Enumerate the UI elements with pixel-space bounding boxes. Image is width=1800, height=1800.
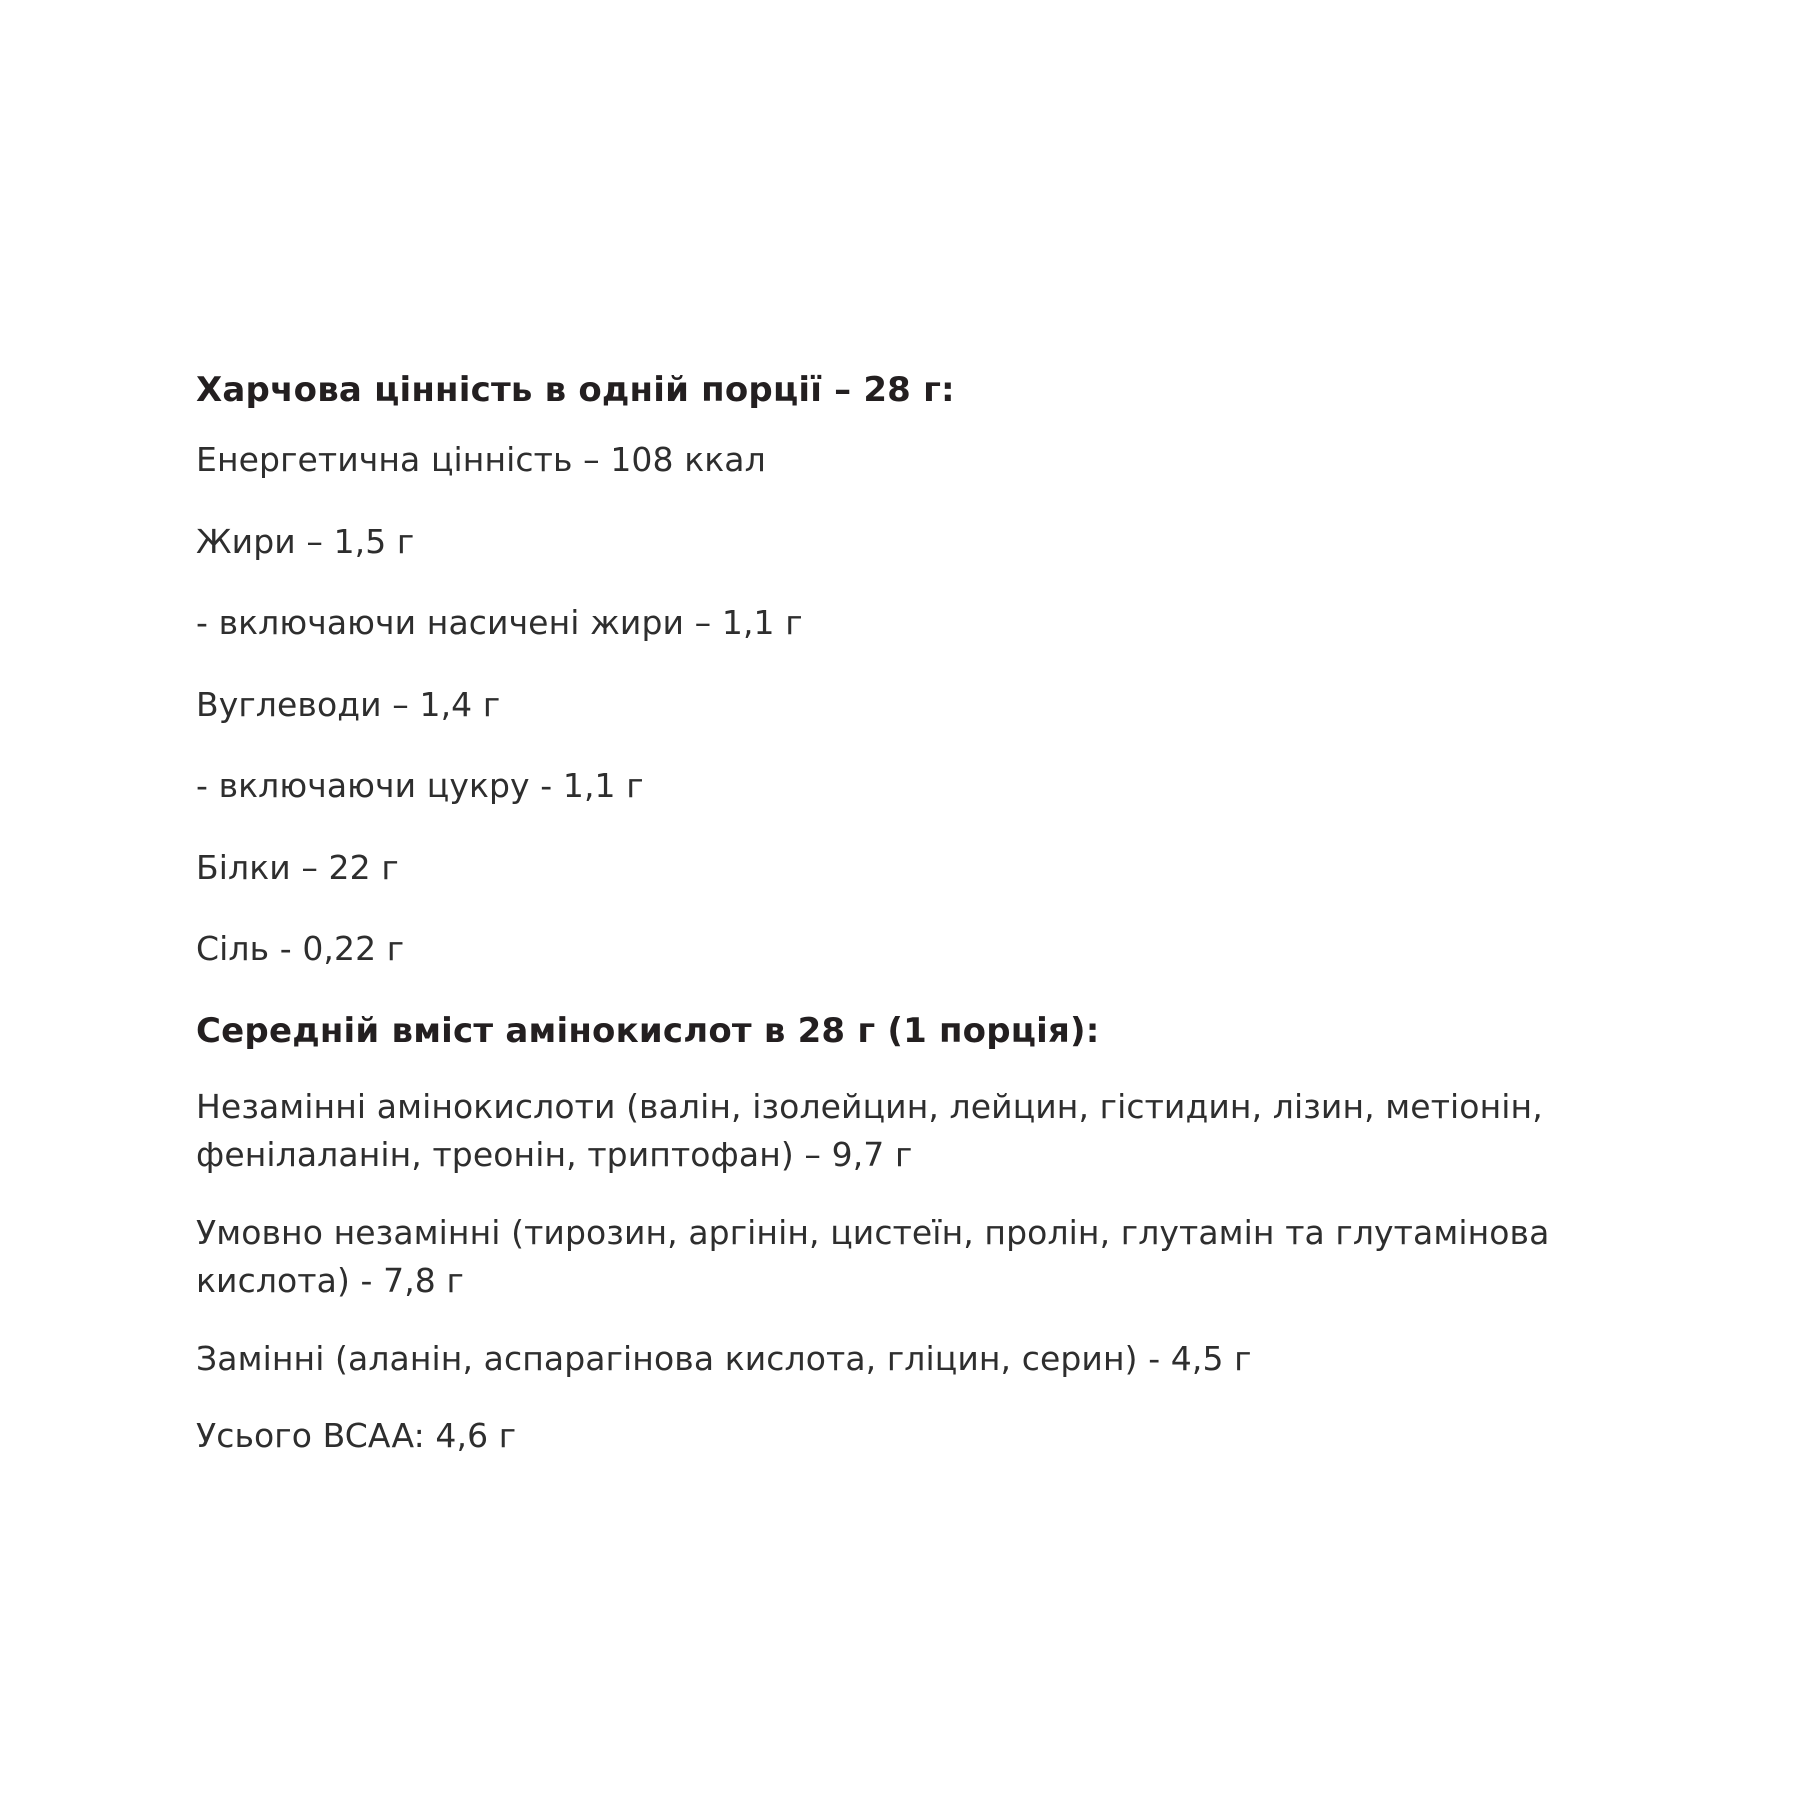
nutrition-row-energy: Енергетична цінність – 108 ккал — [196, 440, 766, 480]
nutrition-row-salt: Сіль - 0,22 г — [196, 929, 405, 969]
nutrition-row-fat: Жири – 1,5 г — [196, 521, 415, 561]
amino-row-bcaa-total: Усього BCAA: 4,6 г — [196, 1416, 517, 1456]
amino-row-essential: Незамінні амінокислоти (валін, ізолейцин, лейцин, гістидин, лізин, метіонін, фенілаланін, треонін, триптофан) – 9,7 г — [196, 1087, 1543, 1175]
nutrition-row-carbohydrates: Вуглеводи – 1,4 г — [196, 684, 501, 724]
nutrition-row-sugars: - включаючи цукру - 1,1 г — [196, 766, 644, 806]
nutrition-facts-heading: Харчова цінність в одній порції – 28 г: — [196, 370, 955, 410]
amino-row-non-essential: Замінні (аланін, аспарагінова кислота, гліцин, серин) - 4,5 г — [196, 1338, 1252, 1378]
amino-row-conditionally-essential: Умовно незамінні (тирозин, аргінін, цистеїн, пролін, глутамін та глутамінова кислота) - 7,8 г — [196, 1212, 1550, 1300]
nutrition-row-protein: Білки – 22 г — [196, 847, 399, 887]
nutrition-content — [196, 368, 1616, 1460]
nutrition-row-saturated-fat: - включаючи насичені жири – 1,1 г — [196, 603, 803, 643]
amino-acids-heading: Середній вміст амінокислот в 28 г (1 порція): — [196, 1011, 1100, 1052]
